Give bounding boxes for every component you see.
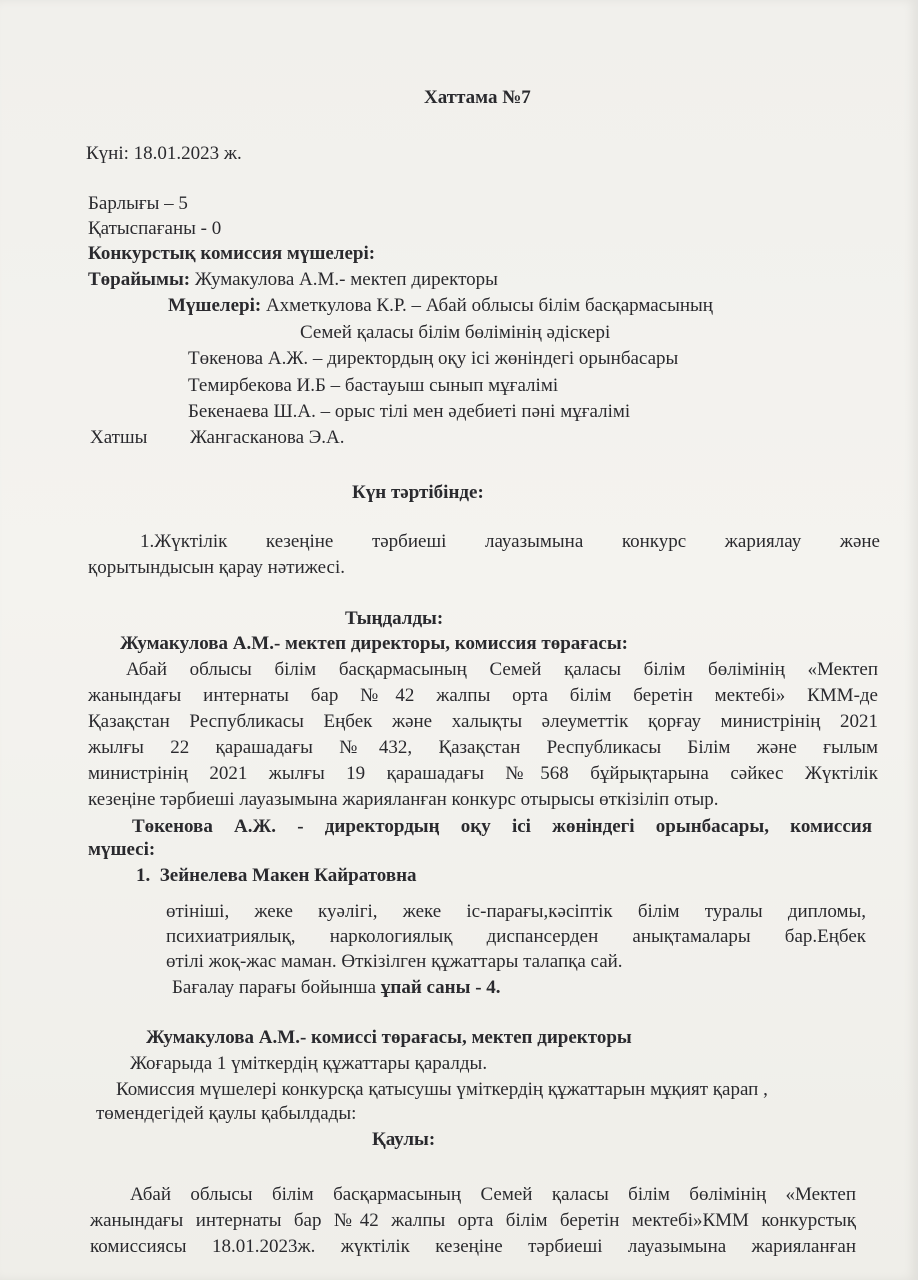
decision-heading: Қаулы:	[372, 1129, 436, 1150]
speaker-1-line-3: Қазақстан Республикасы Еңбек және халықты әлеуметтік қорғау министрінің 2021	[88, 711, 878, 732]
decision-line-3: комиссиясы 18.01.2023ж. жүктілік кезеңіне тәрбиеші лауазымына жарияланған	[90, 1236, 856, 1257]
agenda-heading: Күн тәртібінде:	[352, 482, 484, 503]
members-label: Мүшелері:	[168, 295, 262, 316]
agenda-item-line-1: 1.Жүктілік кезеңіне тәрбиеші лауазымына конкурс жариялау және	[140, 531, 880, 552]
candidate-name: Зейнелева Макен Кайратовна	[159, 865, 417, 886]
member-line-3: Төкенова А.Ж. – директордың оқу ісі жөніндегі орынбасары	[188, 348, 679, 369]
secretary-name: Жангасканова Э.А.	[190, 427, 345, 448]
speaker-1-line-5: министрінің 2021 жылғы 19 қарашадағы №568 бұйрықтарына сәйкес Жүктілік	[88, 763, 878, 784]
member-text-1: Ахметкулова К.Р. – Абай облысы білім басқармасының	[265, 295, 713, 316]
speaker-1-line-2: жанындағы интернаты бар №42 жалпы орта білім беретін мектебі» КММ-де	[88, 685, 878, 706]
member-line-5: Бекенаева Ш.А. – орыс тілі мен әдебиеті пәні мұғалімі	[188, 401, 631, 422]
decision-line-2: жанындағы интернаты бар №42 жалпы орта білім беретін мектебі»КММ конкурстық	[90, 1210, 856, 1231]
speaker-3-text: Жоғарыда 1 үміткердің құжаттары қаралды.	[130, 1053, 488, 1074]
decision-line-1: Абай облысы білім басқармасының Семей қаласы білім бөлімінің «Мектеп	[130, 1184, 856, 1205]
speaker-3: Жумакулова А.М.- комиссі төрағасы, мектеп директоры	[146, 1027, 632, 1048]
agenda-item-line-2: қорытындысын қарау нәтижесі.	[88, 557, 345, 578]
commission-line-1: Комиссия мүшелері конкурсқа қатысушы үміткердің құжаттарын мұқият қарап ,	[116, 1079, 768, 1100]
candidate-line-3: өтілі жоқ-жас маман. Өткізілген құжаттары талапқа сай.	[166, 951, 623, 972]
absent-count: Қатыспағаны - 0	[88, 218, 222, 239]
member-line-4: Темирбекова И.Б – бастауыш сынып мұғалімі	[188, 375, 559, 396]
candidate-line-1: өтініші, жеке куәлігі, жеке іс-парағы,кәсіптік білім туралы дипломы,	[166, 901, 866, 922]
speaker-1-line-6: кезеңіне тәрбиеші лауазымына жарияланған конкурс отырысы өткізіліп отыр.	[88, 789, 719, 810]
document-title: Хаттама №7	[424, 87, 531, 108]
chair-line	[88, 268, 498, 292]
candidate-heading	[136, 864, 417, 888]
commission-line-2: төмендегідей қаулы қабылдады:	[96, 1103, 357, 1124]
speaker-1-line-1: Абай облысы білім басқармасының Семей қаласы білім бөлімінің «Мектеп	[126, 659, 878, 680]
speaker-2-line-2: мүшесі:	[88, 839, 156, 860]
speaker-1: Жумакулова А.М.- мектеп директоры, комиссия төрағасы:	[120, 633, 628, 654]
secretary-label: Хатшы	[90, 427, 148, 448]
speaker-1-line-4: жылғы 22 қарашадағы №432, Қазақстан Республикасы Білім және ғылым	[88, 737, 878, 758]
chair-name: Жумакулова А.М.- мектеп директоры	[194, 269, 498, 290]
score-value: ұпай саны - 4.	[380, 977, 501, 998]
candidate-score	[172, 976, 501, 1000]
member-line-2: Семей қаласы білім бөлімінің әдіскері	[300, 322, 611, 343]
total-count: Барлығы – 5	[88, 193, 188, 214]
heard-heading: Тыңдалды:	[345, 608, 444, 629]
score-text: Бағалау парағы бойынша	[172, 977, 377, 998]
candidate-line-2: психиатриялық, наркологиялық диспансерден анықтамалары бар.Еңбек	[166, 926, 866, 947]
candidate-number: 1.	[136, 865, 151, 886]
speaker-2-line-1: Төкенова А.Ж. - директордың оқу ісі жөніндегі орынбасары, комиссия	[132, 816, 872, 837]
chair-label: Төрайымы:	[88, 269, 191, 290]
members-heading: Конкурстық комиссия мүшелері:	[88, 243, 376, 264]
date-line: Күні: 18.01.2023 ж.	[86, 143, 242, 164]
member-line-1	[168, 294, 713, 318]
